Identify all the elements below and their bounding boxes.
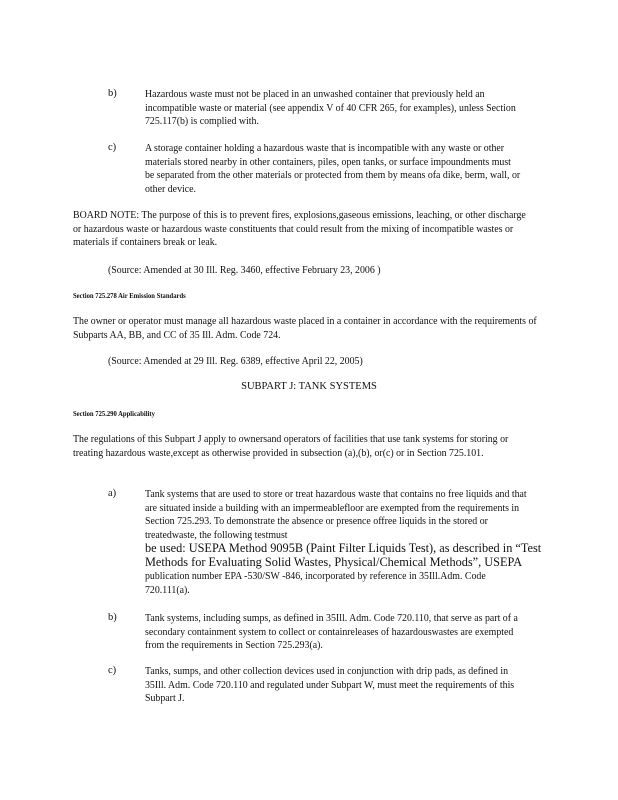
section-intro: The regulations of this Subpart J apply to ownersand operators of facilities that use tank systems for storing or treating hazardous waste,except as otherwise provided in subsection (a),(b), or(c) or in Section 725.101.	[73, 434, 509, 459]
paragraph-c: A storage container holding a hazardous waste that is incompatible with any waste or other materials stored nearby in other containers, piles, open tanks, or surface impoundments must be separated from the other materials or protected from them by means ofa dike, berm, wall, or other device.	[145, 143, 521, 195]
list-label: c)	[108, 142, 117, 153]
list-label: c)	[108, 665, 117, 676]
item-a-text-tail: publication number EPA -530/SW -846, incorporated by reference in 35Ill.Adm. Code 720.111(a).	[145, 571, 486, 596]
section-text: The owner or operator must manage all hazardous waste placed in a container in accordance with the requirements of Subparts AA, BB, and CC of 35 Ill. Adm. Code 724.	[73, 316, 537, 341]
item-a-text: Tank systems that are used to store or treat hazardous waste that contains no free liquids and that are situated inside a building with an impermeablefloor are exempted from the requirements in Section 725.293. To demonstrate the absence or presence offree liquids in the stored or treatedwaste, the following testmust	[145, 489, 527, 541]
section-heading: Section 725.278 Air Emission Standards	[73, 291, 186, 300]
source-note: (Source: Amended at 29 Ill. Reg. 6389, effective April 22, 2005)	[108, 356, 363, 367]
item-b-text: Tank systems, including sumps, as defined in 35Ill. Adm. Code 720.110, that serve as part of a secondary containment system to collect or containreleases of hazardouswastes are exempted from the requirements in Section 725.293(a).	[145, 613, 518, 652]
list-label: a)	[108, 488, 117, 499]
source-note: (Source: Amended at 30 Ill. Reg. 3460, effective February 23, 2006 )	[108, 265, 381, 276]
board-note: BOARD NOTE: The purpose of this is to prevent fires, explosions,gaseous emissions, leaching, or other discharge or hazardous waste or hazardous waste constituents that could result from the mixing of incompatible wastes or materials if containers break or leak.	[73, 210, 526, 249]
paragraph-b: Hazardous waste must not be placed in an unwashed container that previously held an incompatible waste or material (see appendix V of 40 CFR 265, for examples), unless Section 725.117(b) is complied with.	[145, 89, 516, 128]
item-a-text-large: be used: USEPA Method 9095B (Paint Filter Liquids Test), as described in “Test Methods for Evaluating Solid Wastes, Physical/Chemical Methods”, USEPA	[145, 541, 542, 570]
section-heading: Section 725.290 Applicability	[73, 409, 155, 418]
item-c-text: Tanks, sumps, and other collection devices used in conjunction with drip pads, as defined in 35Ill. Adm. Code 720.110 and regulated under Subpart W, must meet the requirements of this Subpart J.	[145, 666, 515, 705]
list-label: b)	[108, 612, 117, 623]
subpart-title: SUBPART J: TANK SYSTEMS	[241, 381, 377, 392]
list-label: b)	[108, 88, 117, 99]
